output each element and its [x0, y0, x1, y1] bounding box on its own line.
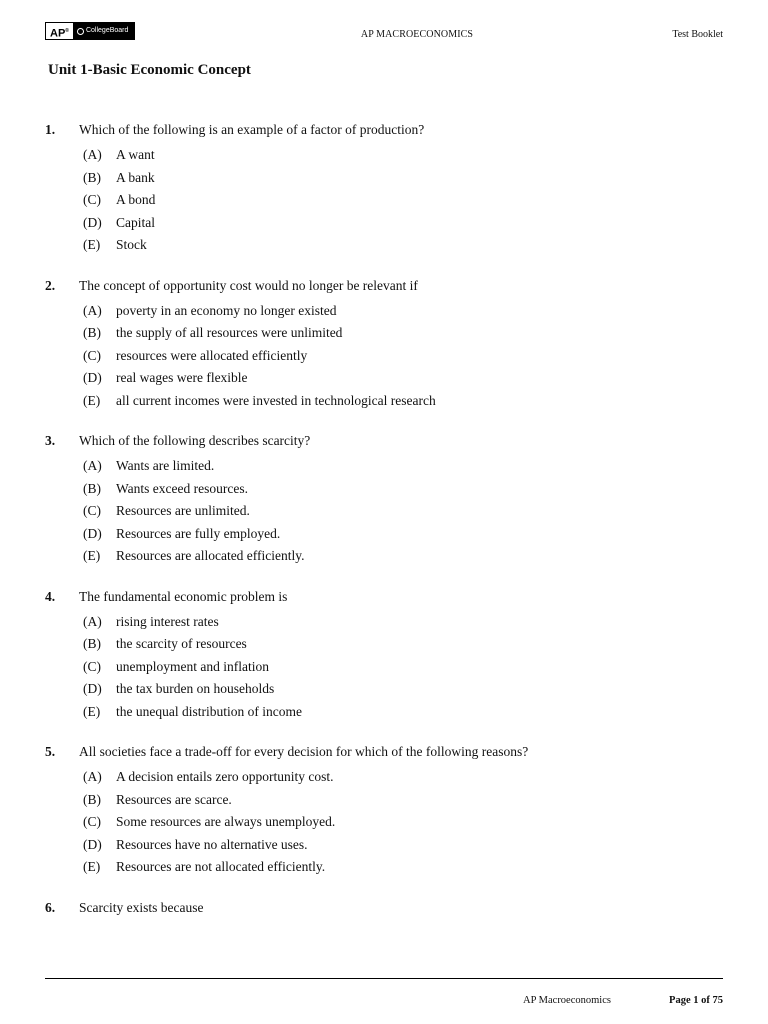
answer-choice — [83, 322, 725, 345]
question-number: 5. — [45, 744, 56, 759]
answer-choice — [83, 611, 725, 634]
question-item — [45, 276, 725, 413]
question-number: 6. — [45, 899, 56, 915]
question-stem — [45, 587, 725, 607]
header-course-title: AP MACROECONOMICS — [360, 29, 474, 40]
choice-text: A decision entails zero opportunity cost. — [116, 769, 334, 784]
footer-page-number: Page 1 of 75 — [669, 995, 723, 1006]
choice-letter: (A) — [83, 302, 102, 318]
choice-text: unemployment and inflation — [116, 658, 269, 674]
answer-choice — [83, 144, 725, 167]
choice-letter: (E) — [83, 859, 101, 874]
choice-text: the tax burden on households — [116, 681, 275, 696]
choice-text: Resources have no alternative uses. — [116, 836, 308, 852]
choice-text: Wants exceed resources. — [116, 480, 248, 496]
question-text: Which of the following describes scarcity? — [79, 433, 311, 448]
question-stem — [45, 431, 725, 451]
choice-letter: (B) — [83, 480, 101, 496]
answer-choice — [83, 633, 725, 656]
choice-text: Resources are scarce. — [116, 791, 232, 807]
question-item — [45, 431, 725, 568]
choice-letter: (E) — [83, 703, 101, 719]
choice-text: real wages were flexible — [116, 370, 248, 385]
choice-letter: (A) — [83, 613, 102, 629]
choice-text: all current incomes were invested in technological research — [116, 392, 436, 408]
footer-divider — [45, 978, 723, 979]
answer-choice — [83, 834, 725, 857]
question-list — [45, 120, 725, 937]
question-text: Scarcity exists because — [79, 899, 204, 915]
question-item — [45, 120, 725, 257]
header-booklet-label: Test Booklet — [672, 29, 723, 40]
choice-text: A bond — [116, 192, 156, 207]
choice-letter: (E) — [83, 548, 101, 563]
answer-choice — [83, 766, 725, 789]
choice-text: Resources are fully employed. — [116, 525, 281, 541]
choice-text: resources were allocated efficiently — [116, 347, 308, 363]
choice-letter: (D) — [83, 681, 102, 696]
answer-choice — [83, 811, 725, 834]
choice-text: the supply of all resources were unlimited — [116, 325, 343, 340]
choice-text: Capital — [116, 214, 155, 230]
choice-text: poverty in an economy no longer existed — [116, 302, 337, 318]
answer-choice — [83, 523, 725, 546]
choice-letter: (C) — [83, 503, 101, 518]
answer-choices — [83, 455, 725, 568]
choice-letter: (B) — [83, 169, 101, 185]
question-number: 3. — [45, 433, 56, 448]
choice-letter: (C) — [83, 347, 101, 363]
unit-title: Unit 1-Basic Economic Concept — [48, 62, 251, 78]
answer-choice — [83, 656, 725, 679]
choice-letter: (A) — [83, 458, 102, 473]
answer-choice — [83, 189, 725, 212]
question-stem — [45, 898, 725, 918]
choice-letter: (D) — [83, 525, 102, 541]
answer-choice — [83, 367, 725, 390]
choice-text: Some resources are always unemployed. — [116, 814, 336, 829]
answer-choice — [83, 300, 725, 323]
answer-choice — [83, 478, 725, 501]
ap-logo-text: AP — [50, 27, 66, 40]
choice-text: A want — [116, 147, 155, 162]
choice-letter: (A) — [83, 147, 102, 162]
choice-letter: (C) — [83, 658, 101, 674]
answer-choices — [83, 144, 725, 257]
choice-letter: (B) — [83, 636, 101, 651]
choice-letter: (D) — [83, 836, 102, 852]
answer-choice — [83, 345, 725, 368]
question-number: 4. — [45, 588, 56, 604]
choice-letter: (D) — [83, 214, 102, 230]
choice-letter: (B) — [83, 325, 101, 340]
question-text: All societies face a trade-off for every decision for which of the following reasons? — [79, 744, 529, 759]
answer-choice — [83, 701, 725, 724]
question-number: 1. — [45, 122, 56, 137]
answer-choices — [83, 766, 725, 879]
choice-text: Resources are not allocated efficiently. — [116, 859, 326, 874]
question-text: The concept of opportunity cost would no longer be relevant if — [79, 277, 418, 293]
question-stem — [45, 742, 725, 762]
answer-choice — [83, 678, 725, 701]
choice-text: Wants are limited. — [116, 458, 215, 473]
answer-choice — [83, 234, 725, 257]
question-stem — [45, 276, 725, 296]
collegeboard-logo-text: CollegeBoard — [85, 27, 129, 34]
answer-choice — [83, 212, 725, 235]
choice-letter: (A) — [83, 769, 102, 784]
choice-letter: (D) — [83, 370, 102, 385]
choice-letter: (E) — [83, 392, 101, 408]
question-item — [45, 898, 725, 918]
answer-choice — [83, 455, 725, 478]
choice-text: A bank — [116, 169, 155, 185]
choice-text: Stock — [116, 237, 147, 252]
choice-text: Resources are unlimited. — [116, 503, 250, 518]
choice-text: Resources are allocated efficiently. — [116, 548, 305, 563]
question-text: Which of the following is an example of a factor of production? — [79, 122, 425, 137]
choice-text: rising interest rates — [116, 613, 219, 629]
question-item — [45, 587, 725, 724]
question-stem — [45, 120, 725, 140]
choice-letter: (B) — [83, 791, 101, 807]
answer-choice — [83, 167, 725, 190]
choice-letter: (E) — [83, 237, 101, 252]
answer-choice — [83, 545, 725, 568]
answer-choice — [83, 789, 725, 812]
question-number: 2. — [45, 277, 56, 293]
answer-choices — [83, 300, 725, 413]
question-text: The fundamental economic problem is — [79, 588, 288, 604]
answer-choice — [83, 500, 725, 523]
ap-logo-mark: AP® — [46, 23, 73, 39]
choice-letter: (C) — [83, 814, 101, 829]
footer-course-title: AP Macroeconomics — [523, 995, 611, 1006]
choice-text: the unequal distribution of income — [116, 703, 302, 719]
answer-choices — [83, 611, 725, 724]
question-item — [45, 742, 725, 879]
answer-choice — [83, 856, 725, 879]
choice-letter: (C) — [83, 192, 101, 207]
answer-choice — [83, 390, 725, 413]
choice-text: the scarcity of resources — [116, 636, 247, 651]
